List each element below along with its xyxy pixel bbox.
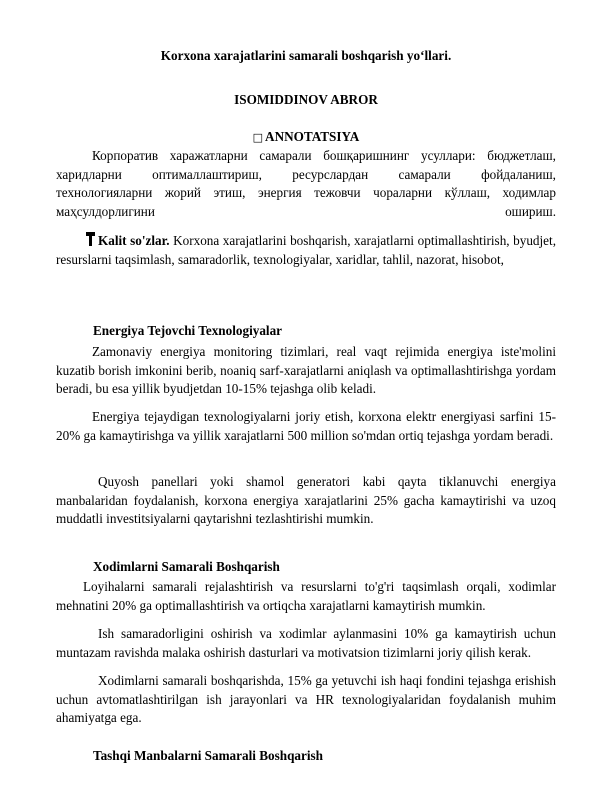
- energy-paragraph-2: Energiya tejaydigan texnologiyalarni joriy etish, korxona elektr energiyasi sarfini 15-20% ga kamaytirishga va yillik xarajatlarni 500 million so'mdan ortiq tejashga yordam beradi.: [56, 409, 556, 443]
- annotation-line: [56, 147, 556, 166]
- word: ходимлар: [502, 185, 556, 201]
- staff-paragraph-1: Loyihalarni samarali rejalashtirish va resurslarni to'g'ri taqsimlash orqali, xodimlar mehnatini 20% ga optimallashtirish va ortiqcha xarajatlarni kamaytirish mumkin.: [56, 579, 556, 613]
- word: тежовчи: [314, 185, 361, 201]
- word: бюджетлаш,: [487, 148, 556, 163]
- word: чораларни: [373, 185, 433, 201]
- annotation-paragraph: [56, 147, 556, 221]
- annotation-last-right: ошириш.: [505, 203, 556, 219]
- annotation-line: [56, 203, 556, 222]
- author-name: ISOMIDDINOV ABROR: [234, 92, 378, 107]
- pin-icon: [86, 232, 95, 246]
- word: энергия: [257, 185, 302, 201]
- word: этиш,: [213, 185, 246, 201]
- word: Корпоратив: [92, 148, 159, 163]
- word: оптималлаштириш,: [152, 166, 262, 182]
- annotation-symbol: □: [252, 131, 264, 144]
- energy-paragraph-1: Zamonaviy energiya monitoring tizimlari, real vaqt rejimida energiya iste'molini kuzatib borish imkonini berib, noaniq sarf-xarajatlarni aniqlash va optimallashtirishga yordam beradi, bu esa yillik byudjetdan 10-15% tejashga olib keladi.: [56, 344, 556, 397]
- word: технологияларни: [56, 185, 153, 201]
- section-heading-staff: Xodimlarni Samarali Boshqarish: [93, 559, 280, 574]
- word: усуллари:: [420, 148, 476, 163]
- word: ресурслардан: [292, 166, 369, 182]
- word: самарали: [259, 148, 312, 163]
- section-heading-energy: Energiya Tejovchi Texnologiyalar: [93, 323, 283, 338]
- word: харидларни: [56, 166, 122, 182]
- word: кўллаш,: [444, 185, 491, 201]
- annotation-line: [56, 184, 556, 203]
- keywords-paragraph: [56, 232, 556, 269]
- energy-paragraph-3: Quyosh panellari yoki shamol generatori kabi qayta tiklanuvchi energiya manbalaridan foydalanish, korxona energiya xarajatlarini 25% gacha kamaytirishi va uzoq muddatli investitsiyalarni qaytarishni tezlashtirishi mumkin.: [56, 474, 556, 527]
- annotation-heading-text: ANNOTATSIYA: [265, 129, 360, 144]
- section-heading-external: Tashqi Manbalarni Samarali Boshqarish: [93, 748, 323, 763]
- staff-paragraph-2: Ish samaradorligini oshirish va xodimlar aylanmasini 10% ga kamaytirish uchun muntazam ravishda malaka oshirish dasturlari va motivatsion tizimlarni joriy qilish kerak.: [56, 626, 556, 660]
- word: фойдаланиш,: [481, 166, 556, 182]
- word: бошқаришнинг: [323, 148, 410, 163]
- annotation-heading: [0, 129, 612, 145]
- keywords-label: Kalit so'zlar.: [98, 233, 170, 248]
- word: харажатларни: [169, 148, 248, 163]
- annotation-last-left: маҳсулдорлигини: [56, 203, 155, 219]
- keywords-text: Korxona xarajatlarini boshqarish, xarajatlarni optimallashtirish, byudjet, resurslarni taqsimlash, samaradorlik, texnologiyalar, xaridlar, tahlil, nazorat, hisobot,: [56, 233, 556, 267]
- word: жорий: [164, 185, 201, 201]
- paper-title: Korxona xarajatlarini samarali boshqarish yo‘llari.: [160, 48, 452, 63]
- word: самарали: [398, 166, 451, 182]
- staff-paragraph-3: Xodimlarni samarali boshqarishda, 15% ga yetuvchi ish haqi fondini tejashga erishish uchun avtomatlashtirilgan ish jarayonlari va HR texnologiyalaridan foydalanish muhim ahamiyatga ega.: [56, 673, 556, 726]
- annotation-line: [56, 166, 556, 185]
